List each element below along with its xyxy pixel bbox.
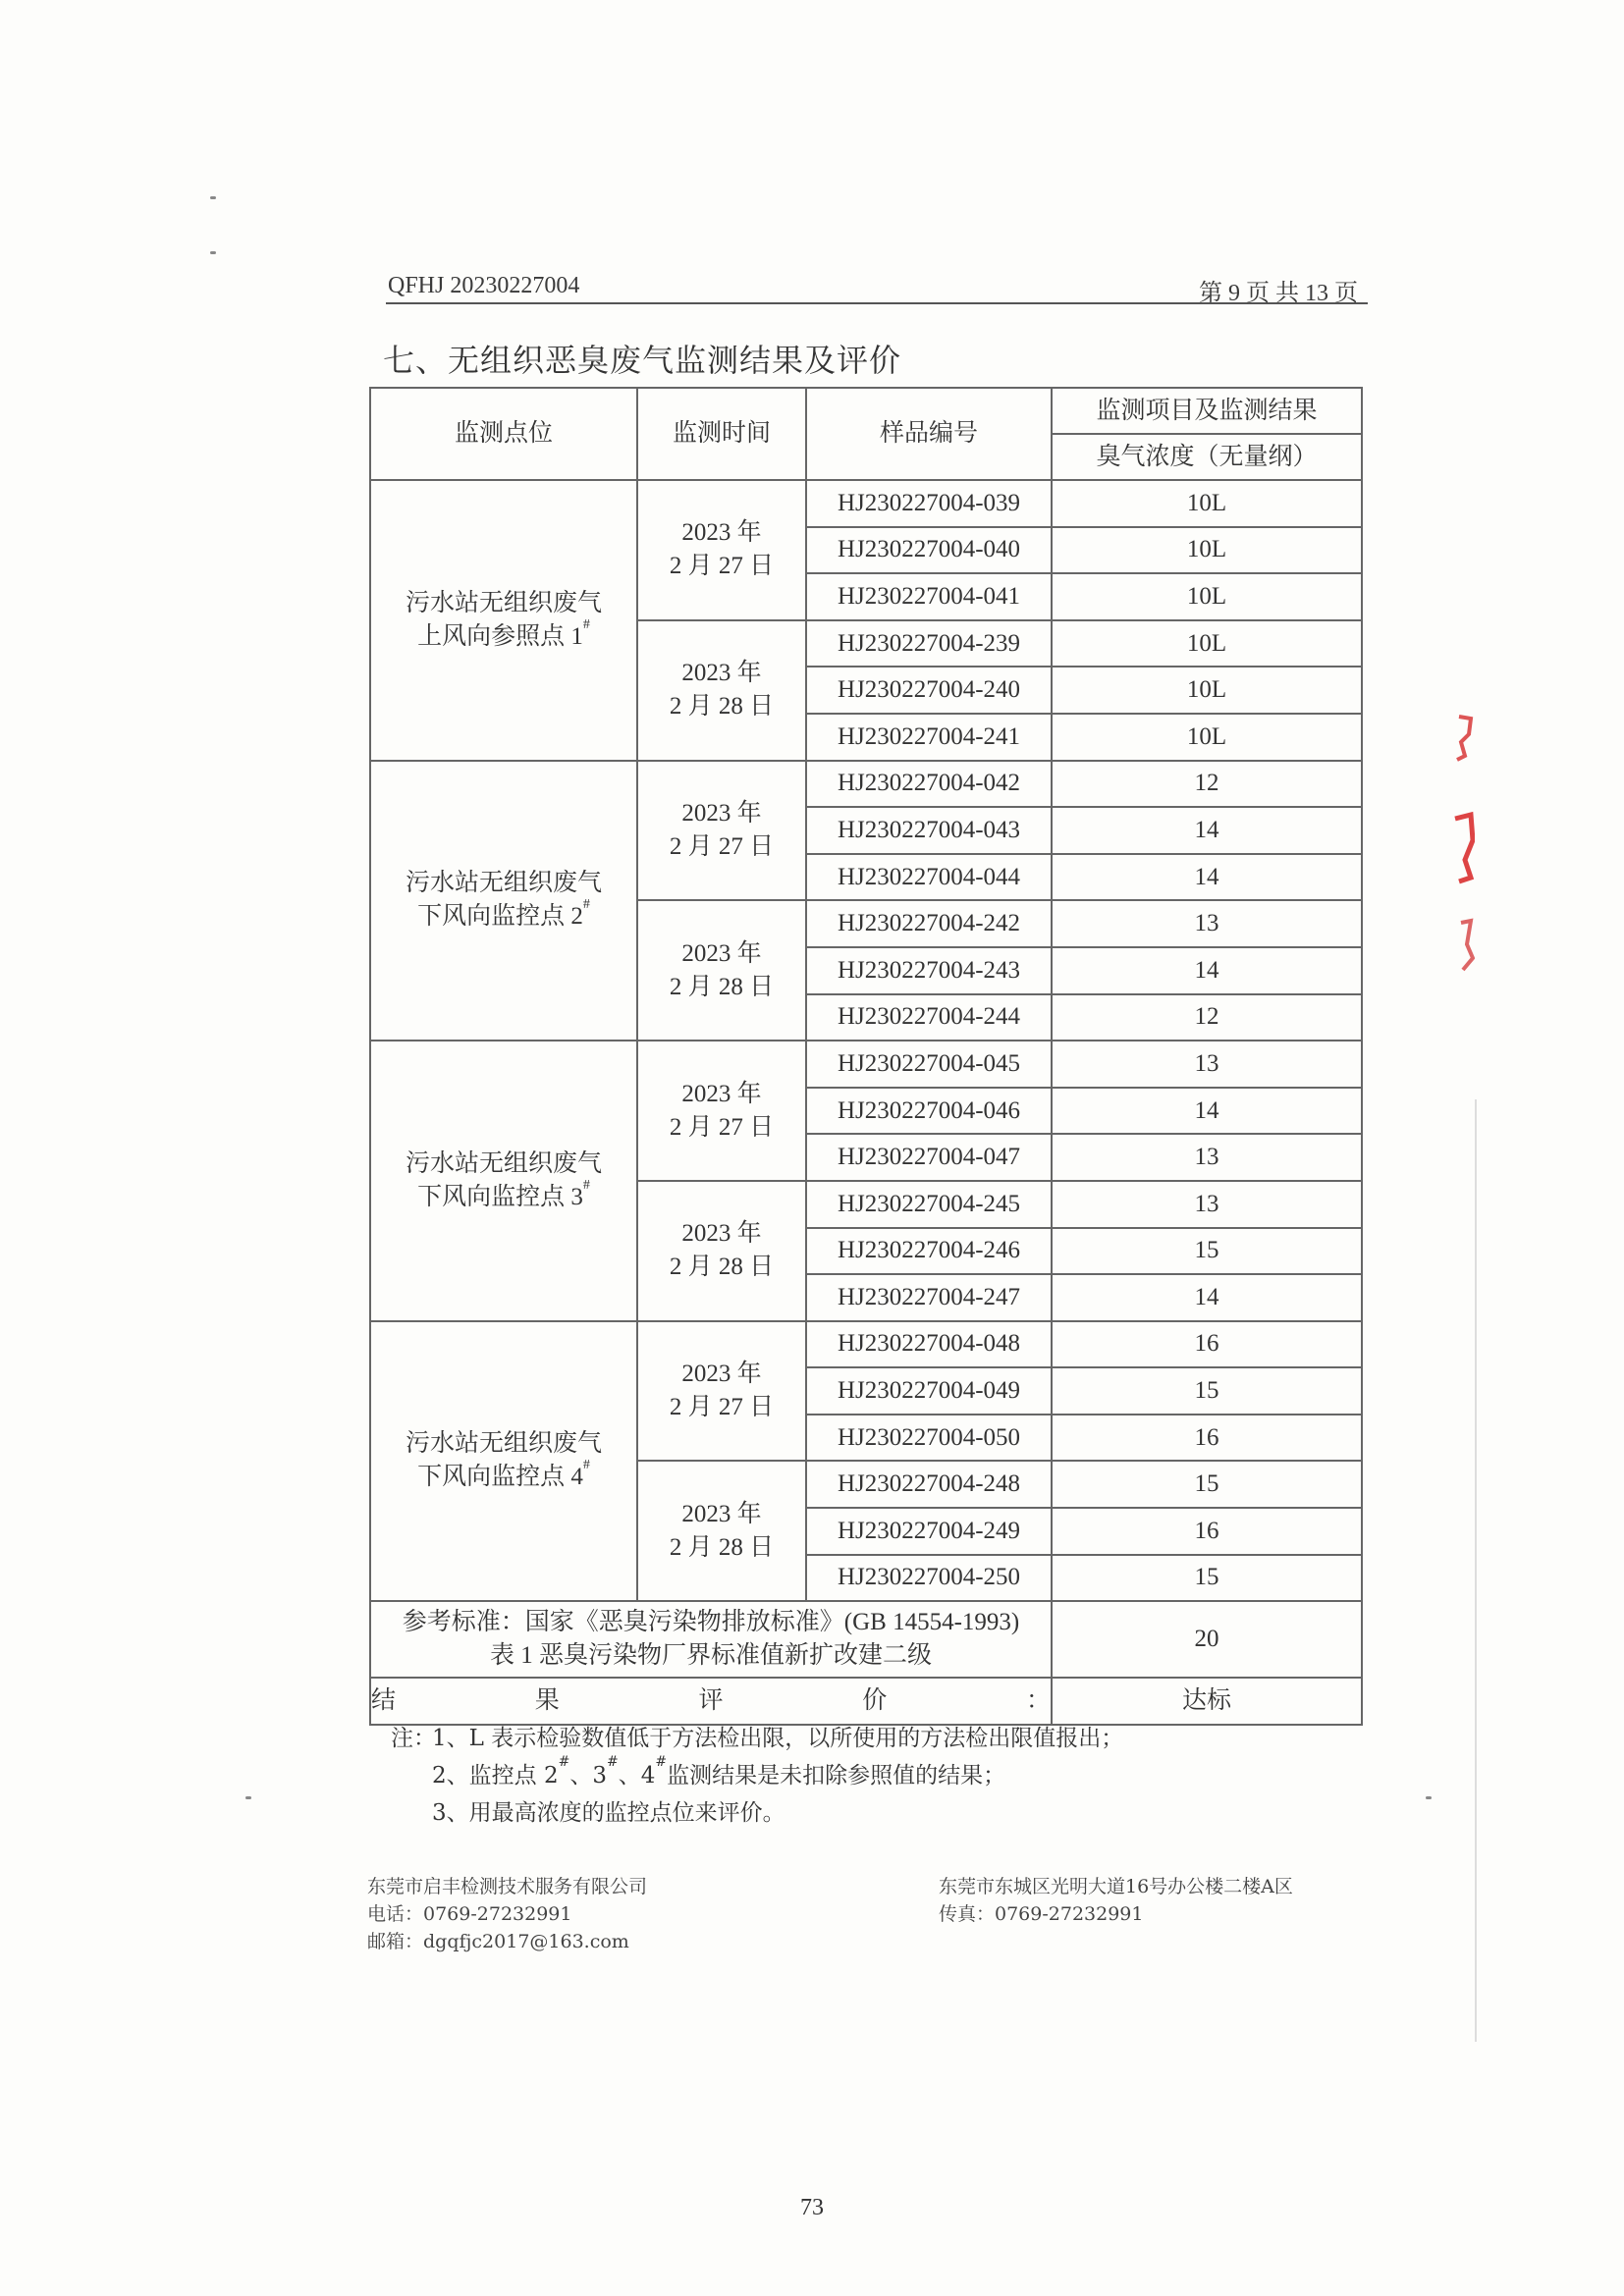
date-cell xyxy=(637,900,806,1041)
location-cell xyxy=(370,1041,637,1321)
date-day: 2 月 28 日 xyxy=(669,1533,775,1561)
scan-speck xyxy=(245,1796,251,1799)
sample-id: HJ230227004-249 xyxy=(806,1508,1052,1555)
location-mark: # xyxy=(582,1458,590,1473)
sample-id: HJ230227004-042 xyxy=(806,761,1052,808)
odor-value: 10L xyxy=(1052,620,1362,667)
notes-prefix: 注： xyxy=(391,1726,436,1751)
date-cell xyxy=(637,1321,806,1462)
sample-id: HJ230227004-044 xyxy=(806,854,1052,901)
reference-row xyxy=(370,1601,1362,1678)
location-line-2 xyxy=(371,616,636,654)
table-row xyxy=(370,761,1362,808)
header-sample: 样品编号 xyxy=(806,388,1052,480)
verdict-row xyxy=(370,1678,1362,1725)
note-mark: # xyxy=(606,1754,619,1770)
date-cell xyxy=(637,761,806,901)
odor-value: 13 xyxy=(1052,1181,1362,1228)
date-year: 2023 年 xyxy=(681,939,762,967)
date-cell xyxy=(637,1041,806,1181)
location-mark: # xyxy=(582,897,590,913)
sample-id: HJ230227004-246 xyxy=(806,1228,1052,1275)
odor-value: 12 xyxy=(1052,994,1362,1041)
odor-value: 13 xyxy=(1052,900,1362,947)
odor-value: 15 xyxy=(1052,1461,1362,1508)
page-header xyxy=(386,271,1368,304)
note-2d: 监测结果是未扣除参照值的结果； xyxy=(667,1763,1006,1789)
seal-stamp-fragment xyxy=(1451,713,1475,976)
date-day: 2 月 27 日 xyxy=(669,1113,775,1141)
date-day: 2 月 28 日 xyxy=(669,693,775,721)
sample-id: HJ230227004-039 xyxy=(806,480,1052,527)
date-year: 2023 年 xyxy=(681,519,762,547)
sample-id: HJ230227004-050 xyxy=(806,1415,1052,1462)
location-label: 下风向监控点 4 xyxy=(417,1464,583,1491)
note-mark: # xyxy=(558,1754,570,1770)
scan-speck xyxy=(1426,1796,1432,1799)
odor-value: 15 xyxy=(1052,1555,1362,1602)
location-line-1: 污水站无组织废气 xyxy=(405,589,602,616)
page-edge-line xyxy=(1475,1099,1477,2042)
note-line xyxy=(391,1754,1123,1794)
verdict-value: 达标 xyxy=(1052,1678,1362,1725)
footer-fax: 传真：0769-27232991 xyxy=(939,1903,1144,1925)
sample-id: HJ230227004-243 xyxy=(806,947,1052,994)
table-header-row xyxy=(370,388,1362,434)
scan-speck xyxy=(210,196,216,199)
odor-value: 14 xyxy=(1052,1274,1362,1321)
sample-id: HJ230227004-242 xyxy=(806,900,1052,947)
date-year: 2023 年 xyxy=(681,1500,762,1527)
note-3: 3、用最高浓度的监控点位来评价。 xyxy=(432,1800,785,1826)
date-year: 2023 年 xyxy=(681,1220,762,1248)
sample-id: HJ230227004-239 xyxy=(806,620,1052,667)
odor-value: 16 xyxy=(1052,1321,1362,1368)
note-2c: 、4 xyxy=(618,1763,656,1789)
reference-value: 20 xyxy=(1052,1601,1362,1678)
date-day: 2 月 27 日 xyxy=(669,553,775,580)
page-number: 73 xyxy=(800,2195,824,2220)
note-2b: 、3 xyxy=(569,1763,607,1789)
date-year: 2023 年 xyxy=(681,799,762,827)
sample-id: HJ230227004-043 xyxy=(806,807,1052,854)
date-cell xyxy=(637,1181,806,1321)
odor-value: 10L xyxy=(1052,573,1362,620)
odor-value: 15 xyxy=(1052,1367,1362,1415)
sample-id: HJ230227004-250 xyxy=(806,1555,1052,1602)
odor-value: 13 xyxy=(1052,1041,1362,1088)
header-time: 监测时间 xyxy=(637,388,806,480)
odor-value: 14 xyxy=(1052,854,1362,901)
location-mark: # xyxy=(582,616,590,632)
footer-left xyxy=(367,1873,647,1955)
date-cell xyxy=(637,1461,806,1601)
location-line-1: 污水站无组织废气 xyxy=(405,870,602,897)
reference-line-1: 参考标准：国家《恶臭污染物排放标准》(GB 14554-1993) xyxy=(402,1609,1020,1636)
odor-value: 16 xyxy=(1052,1508,1362,1555)
location-line-1: 污水站无组织废气 xyxy=(405,1149,602,1177)
header-location: 监测点位 xyxy=(370,388,637,480)
sample-id: HJ230227004-244 xyxy=(806,994,1052,1041)
location-label: 下风向监控点 2 xyxy=(417,903,583,931)
footer-right xyxy=(939,1873,1293,1928)
location-label: 上风向参照点 1 xyxy=(417,622,583,650)
sample-id: HJ230227004-049 xyxy=(806,1367,1052,1415)
table-row xyxy=(370,1321,1362,1368)
date-day: 2 月 27 日 xyxy=(669,1394,775,1421)
odor-value: 10L xyxy=(1052,527,1362,574)
sample-id: HJ230227004-248 xyxy=(806,1461,1052,1508)
sample-id: HJ230227004-241 xyxy=(806,714,1052,761)
date-year: 2023 年 xyxy=(681,1080,762,1107)
location-mark: # xyxy=(582,1177,590,1193)
date-cell xyxy=(637,480,806,620)
location-line-2 xyxy=(371,897,636,934)
sample-id: HJ230227004-040 xyxy=(806,527,1052,574)
sample-id: HJ230227004-048 xyxy=(806,1321,1052,1368)
odor-value: 10L xyxy=(1052,714,1362,761)
sample-id: HJ230227004-245 xyxy=(806,1181,1052,1228)
odor-value: 14 xyxy=(1052,807,1362,854)
location-line-2 xyxy=(371,1177,636,1214)
table-row xyxy=(370,480,1362,527)
note-2a: 2、监控点 2 xyxy=(432,1763,559,1789)
location-label: 下风向监控点 3 xyxy=(417,1183,583,1210)
odor-value: 13 xyxy=(1052,1134,1362,1181)
date-day: 2 月 28 日 xyxy=(669,973,775,1000)
note-mark: # xyxy=(655,1754,668,1770)
footer-email: 邮箱：dgqfjc2017@163.com xyxy=(367,1931,629,1952)
odor-value: 16 xyxy=(1052,1415,1362,1462)
footer-phone: 电话：0769-27232991 xyxy=(367,1903,572,1925)
sample-id: HJ230227004-240 xyxy=(806,667,1052,714)
location-line-1: 污水站无组织废气 xyxy=(405,1430,602,1458)
table-row xyxy=(370,1041,1362,1088)
date-day: 2 月 27 日 xyxy=(669,832,775,860)
notes xyxy=(391,1720,1123,1832)
odor-value: 10L xyxy=(1052,480,1362,527)
report-id: QFHJ 20230227004 xyxy=(388,273,580,298)
note-line xyxy=(391,1794,1123,1832)
date-cell xyxy=(637,620,806,761)
sample-id: HJ230227004-041 xyxy=(806,573,1052,620)
footer-company: 东莞市启丰检测技术服务有限公司 xyxy=(367,1876,648,1897)
header-items: 监测项目及监测结果 xyxy=(1052,388,1362,434)
reference-text xyxy=(370,1601,1052,1678)
note-1: 1、L 表示检验数值低于方法检出限，以所使用的方法检出限值报出； xyxy=(432,1726,1124,1751)
odor-value: 10L xyxy=(1052,667,1362,714)
verdict-label: 结果评价： xyxy=(370,1678,1052,1725)
sample-id: HJ230227004-247 xyxy=(806,1274,1052,1321)
sample-id: HJ230227004-045 xyxy=(806,1041,1052,1088)
location-cell xyxy=(370,761,637,1041)
location-cell xyxy=(370,1321,637,1602)
odor-value: 15 xyxy=(1052,1228,1362,1275)
date-day: 2 月 28 日 xyxy=(669,1254,775,1281)
odor-value: 14 xyxy=(1052,947,1362,994)
date-year: 2023 年 xyxy=(681,1361,762,1388)
date-year: 2023 年 xyxy=(681,660,762,687)
page-indicator: 第 9 页 共 13 页 xyxy=(1199,281,1358,306)
section-title: 七、无组织恶臭废气监测结果及评价 xyxy=(383,342,902,379)
header-odor: 臭气浓度（无量纲） xyxy=(1052,434,1362,480)
odor-value: 12 xyxy=(1052,761,1362,808)
footer-address: 东莞市东城区光明大道16号办公楼二楼A区 xyxy=(939,1876,1293,1897)
reference-line-2: 表 1 恶臭污染物厂界标准值新扩改建二级 xyxy=(489,1642,932,1670)
odor-value: 14 xyxy=(1052,1088,1362,1135)
note-line xyxy=(391,1720,1123,1757)
location-line-2 xyxy=(371,1458,636,1494)
location-cell xyxy=(370,480,637,761)
scan-speck xyxy=(210,251,216,254)
sample-id: HJ230227004-047 xyxy=(806,1134,1052,1181)
sample-id: HJ230227004-046 xyxy=(806,1088,1052,1135)
results-table xyxy=(369,387,1363,1726)
